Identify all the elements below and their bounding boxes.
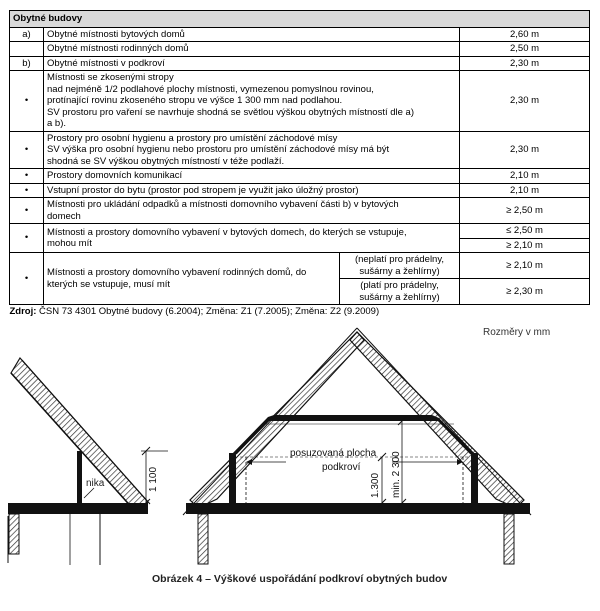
row-bullet: • <box>10 183 44 198</box>
dim-1100-label: 1 100 <box>148 466 159 492</box>
wall-left <box>198 514 208 564</box>
row-text-line: Místnosti se zkosenými stropy <box>47 72 174 83</box>
knee-wall-right <box>471 453 478 503</box>
row-bullet: • <box>10 253 44 305</box>
nika-leader <box>84 488 94 498</box>
row-value: 2,30 m <box>460 71 590 132</box>
left-detail <box>8 358 168 565</box>
attic-height-figure <box>0 320 600 611</box>
row-text <box>44 198 460 224</box>
row-text-line: a b). <box>47 118 67 129</box>
area-label-line1: posuzovaná plocha <box>290 448 377 459</box>
row-text <box>44 253 340 305</box>
row-text-line: shodná se SV výškou obytných místností v téže podlaží. <box>47 155 285 167</box>
source-note <box>10 305 590 319</box>
row-bullet: • <box>10 224 44 253</box>
table-row <box>10 198 590 224</box>
table-row <box>10 169 590 184</box>
table-title: Obytné budovy <box>10 11 590 28</box>
row-value: ≥ 2,10 m <box>460 253 590 279</box>
nika-label: nika <box>86 478 105 489</box>
wall-right <box>504 514 514 564</box>
row-label: a) <box>10 27 44 42</box>
rafter-line <box>183 328 357 515</box>
table-row <box>10 56 590 71</box>
row-value: ≤ 2,50 m <box>460 224 590 239</box>
row-text: Obytné místnosti v podkroví <box>44 56 460 71</box>
row-text: Obytné místnosti rodinných domů <box>44 42 460 57</box>
table-row <box>10 42 590 57</box>
attic-floor <box>186 503 530 514</box>
row-condition <box>340 253 460 279</box>
row-bullet: • <box>10 71 44 132</box>
figure-caption: Obrázek 4 – Výškové uspořádání podkroví obytných budov <box>152 573 448 585</box>
row-value: 2,30 m <box>460 131 590 169</box>
source-row <box>10 305 590 319</box>
table-row <box>10 253 590 279</box>
row-label: b) <box>10 56 44 71</box>
row-value: 2,30 m <box>460 56 590 71</box>
source-text: ČSN 73 4301 Obytné budovy (6.2004); Změna: Z1 (7.2005); Změna: Z2 (9.2009) <box>36 306 380 317</box>
row-text-line: mohou mít <box>47 238 92 249</box>
row-text <box>44 131 460 169</box>
condition-line: sušárny a žehlírny) <box>359 291 440 303</box>
row-text: Vstupní prostor do bytu (prostor pod stropem je využit jako úložný prostor) <box>44 183 460 198</box>
height-requirements-table <box>9 10 590 319</box>
row-value: ≥ 2,10 m <box>460 238 590 253</box>
row-text-line: SV výška pro osobní hygienu nebo prostoru pro umístění záchodové mísy má být <box>47 144 390 155</box>
ceiling-collar <box>267 415 440 421</box>
rafter-line <box>357 328 531 515</box>
row-text-line: domech <box>47 210 81 222</box>
row-text-line: Místnosti pro ukládání odpadků a místnosti domovního vybavení části b) v bytových <box>47 199 399 210</box>
area-label-line2: podkroví <box>322 462 361 473</box>
row-bullet: • <box>10 198 44 224</box>
condition-line: sušárny a žehlírny) <box>359 265 440 277</box>
left-wall <box>9 514 19 554</box>
table-row <box>10 27 590 42</box>
main-section <box>183 328 531 564</box>
row-text-line: protínající rovinu zkoseného stropu ve výšce 1 300 mm nad podlahou. <box>47 95 343 106</box>
row-value: ≥ 2,50 m <box>460 198 590 224</box>
row-text-line: kterých se vstupuje, musí mít <box>47 278 171 290</box>
row-value: 2,60 m <box>460 27 590 42</box>
roof-inner-line <box>11 373 135 511</box>
attic-section-drawing <box>0 320 600 611</box>
row-text-line: Místnosti a prostory domovního vybavení rodinných domů, do <box>47 267 307 278</box>
row-bullet: • <box>10 169 44 184</box>
knee-wall-left <box>229 453 236 503</box>
floor-slab <box>8 503 148 514</box>
dim-min2300-label: min. 2 300 <box>391 451 402 498</box>
row-text: Obytné místnosti bytových domů <box>44 27 460 42</box>
row-text-line: nad nejméně 1/2 podlahové plochy místnosti, vymezenou pomyslnou rovinou, <box>47 83 374 95</box>
row-text-line: Místnosti a prostory domovního vybavení v bytových domech, do kterých se vstupuje, <box>47 226 407 238</box>
row-value: 2,50 m <box>460 42 590 57</box>
row-text-line: SV prostoru pro vaření se navrhuje shodná se světlou výškou obytných místností dle a) <box>47 106 414 118</box>
condition-line: (platí pro prádelny, <box>360 280 439 291</box>
row-text-line: Prostory pro osobní hygienu a prostory pro umístění záchodové mísy <box>47 132 338 144</box>
condition-line: (neplatí pro prádelny, <box>354 254 445 265</box>
row-bullet: • <box>10 131 44 169</box>
table-title-row <box>10 11 590 28</box>
row-value: ≥ 2,30 m <box>460 279 590 305</box>
row-text: Prostory domovních komunikací <box>44 169 460 184</box>
dim-1300-label: 1.300 <box>370 472 381 498</box>
table-row <box>10 71 590 132</box>
row-value: 2,10 m <box>460 183 590 198</box>
row-label <box>10 42 44 57</box>
row-text <box>44 71 460 132</box>
source-label: Zdroj: <box>9 306 37 317</box>
row-text <box>44 224 460 253</box>
table-row <box>10 131 590 169</box>
knee-wall <box>77 451 82 503</box>
table-row <box>10 224 590 239</box>
row-condition <box>340 279 460 305</box>
table-row <box>10 183 590 198</box>
units-note: Rozměry v mm <box>483 327 551 338</box>
row-value: 2,10 m <box>460 169 590 184</box>
